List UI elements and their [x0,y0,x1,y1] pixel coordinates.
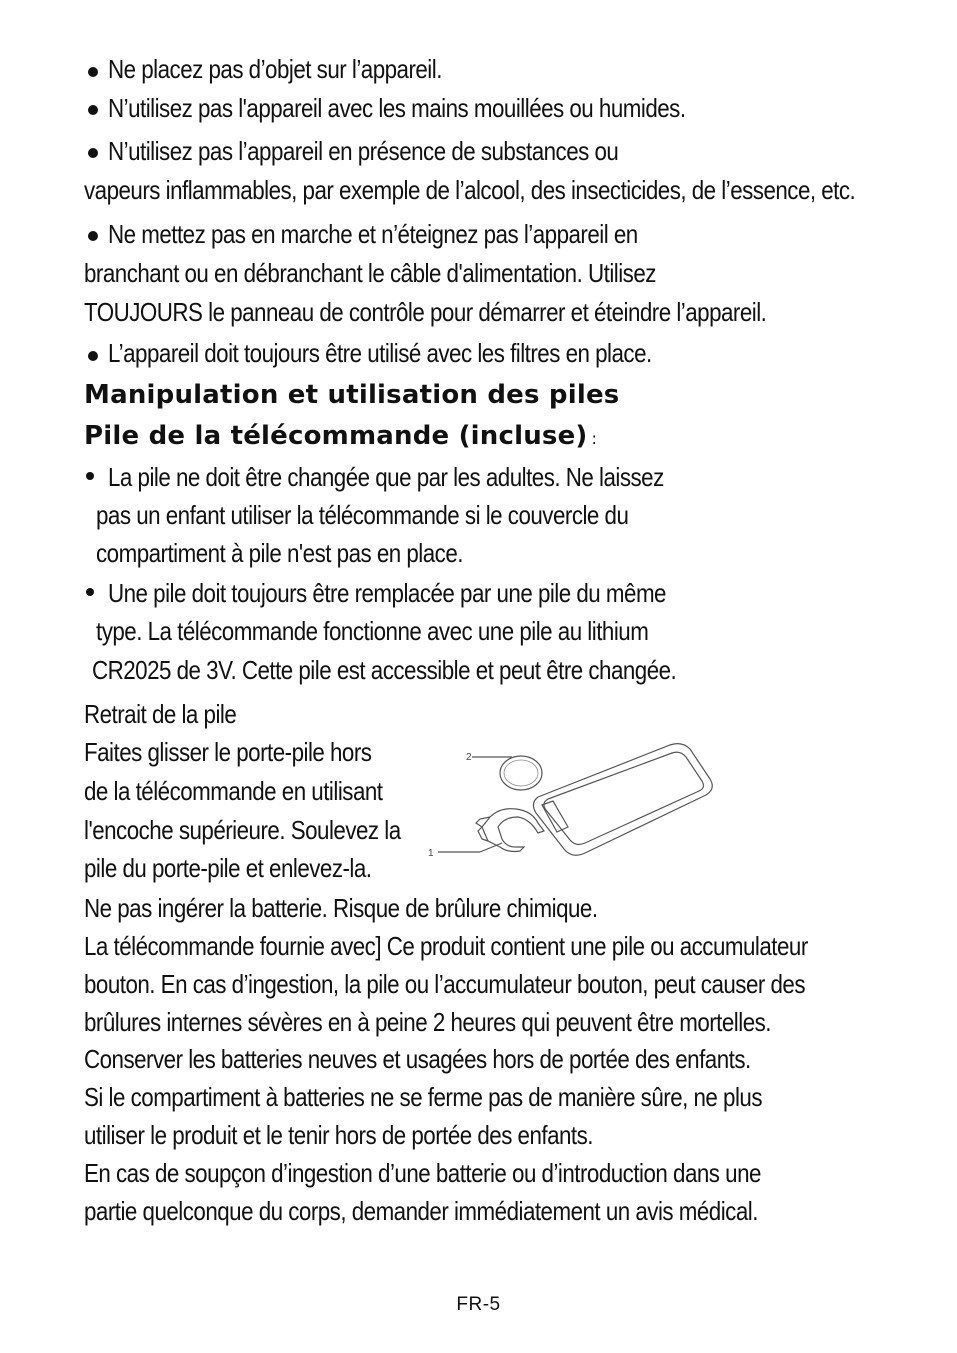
remote-slot [542,801,568,832]
remote-line-2: pas un enfant utiliser la télécommande si le couvercle du [96,500,629,530]
safety-line-3: N’utilisez pas l’appareil en présence de substances ou [108,136,619,166]
warning-line-8: En cas de soupçon d’ingestion d’une batterie ou d’introduction dans une [84,1158,761,1188]
bullet-dot [88,67,98,77]
bullet-dot [88,148,98,158]
warning-line-3: bouton. En cas d’ingestion, la pile ou l’accumulateur bouton, peut causer des [84,969,806,999]
warning-line-4: brûlures internes sévères en à peine 2 heures qui peuvent être mortelles. [84,1007,771,1037]
bullet-dot [88,351,98,361]
removal-title: Retrait de la pile [84,699,237,729]
heading-remote-text: Pile de la télécommande (incluse) [84,421,588,451]
remote-inner-edge [544,752,704,844]
removal-line-1: Faites glisser le porte-pile hors [84,737,372,767]
safety-line-4: vapeurs inflammables, par exemple de l’alcool, des insecticides, de l’essence, etc. [84,175,856,205]
bullet-dot [88,105,98,115]
removal-line-4: pile du porte-pile et enlevez-la. [84,853,372,883]
warning-line-1: Ne pas ingérer la batterie. Risque de brûlure chimique. [84,893,598,923]
removal-line-3: l'encoche supérieure. Soulevez la [84,815,401,845]
bullet-dot [86,588,94,596]
battery-holder [482,809,544,852]
bullet-dot [86,472,94,480]
warning-line-2: La télécommande fournie avec] Ce produit contient une pile ou accumulateur [84,931,808,961]
remote-line-1: La pile ne doit être changée que par les adultes. Ne laissez [108,462,664,492]
battery-removal-diagram [420,735,720,870]
remote-line-5: type. La télécommande fonctionne avec une pile au lithium [96,616,649,646]
warning-line-7: utiliser le produit et le tenir hors de portée des enfants. [84,1120,593,1150]
bullet-dot [88,231,98,241]
safety-line-8: L’appareil doit toujours être utilisé avec les filtres en place. [108,338,652,368]
remote-line-6: CR2025 de 3V. Cette pile est accessible et peut être changée. [92,655,677,685]
safety-line-2: N’utilisez pas l'appareil avec les mains mouillées ou humides. [108,93,686,123]
coin-battery [500,756,542,790]
heading-remote-colon: : [591,429,598,448]
removal-line-2: de la télécommande en utilisant [84,776,383,806]
warning-line-5: Conserver les batteries neuves et usagées hors de portée des enfants. [84,1044,751,1074]
remote-body [533,744,712,856]
section-heading-remote [84,421,597,451]
diagram-label-2: 2 [466,752,472,763]
safety-line-5: Ne mettez pas en marche et n’éteignez pas l’appareil en [108,219,638,249]
diagram-label-1: 1 [428,848,434,859]
remote-line-4: Une pile doit toujours être remplacée par une pile du même [108,578,666,608]
remote-line-3: compartiment à pile n'est pas en place. [96,538,463,568]
safety-line-1: Ne placez pas d’objet sur l’appareil. [108,54,442,84]
page-number: FR-5 [456,1294,501,1315]
warning-line-9: partie quelconque du corps, demander immédiatement un avis médical. [84,1196,758,1226]
section-heading-batteries: Manipulation et utilisation des piles [84,380,620,410]
safety-line-6: branchant ou en débranchant le câble d'alimentation. Utilisez [84,258,656,288]
safety-line-7: TOUJOURS le panneau de contrôle pour démarrer et éteindre l’appareil. [84,297,767,327]
warning-line-6: Si le compartiment à batteries ne se ferme pas de manière sûre, ne plus [84,1082,763,1112]
